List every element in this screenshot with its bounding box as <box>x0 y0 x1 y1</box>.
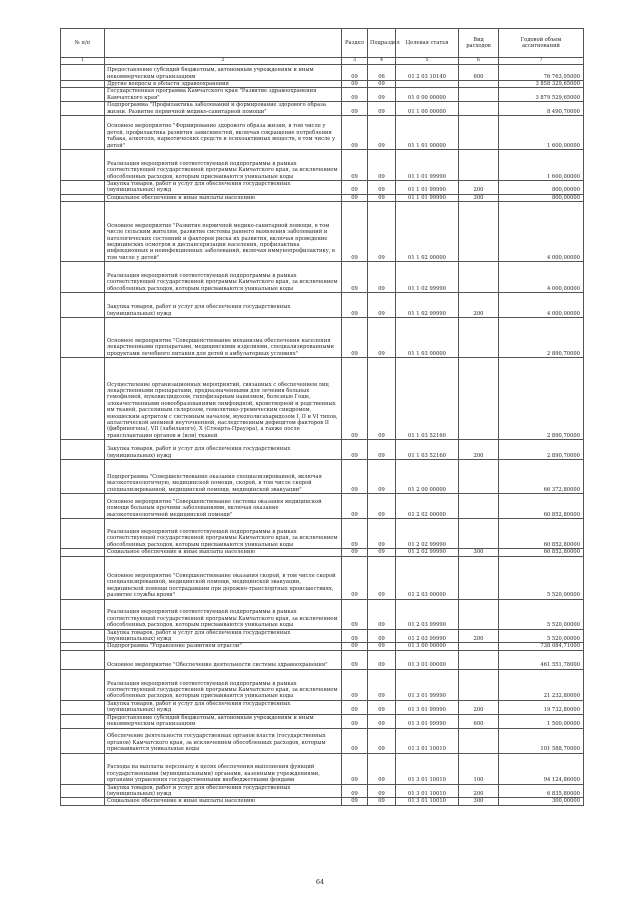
row-razdel-cell: 09 <box>342 599 368 629</box>
table-row <box>61 65 584 81</box>
row-expense-type-cell: 300 <box>459 798 499 805</box>
table-row <box>61 194 584 201</box>
table-row <box>61 440 584 460</box>
row-name-cell: Закупка товаров, работ и услуг для обеспечения государственных (муниципальных) нужд <box>105 629 342 643</box>
row-razdel-cell: 09 <box>342 116 368 150</box>
row-podrazdel-cell: 09 <box>368 150 396 181</box>
row-sum-cell: 5 520,00000 <box>499 599 584 629</box>
row-name-cell: Социальное обеспечение и иные выплаты населению <box>105 549 342 556</box>
row-sum-cell: 2 890,70000 <box>499 440 584 460</box>
row-expense-type-cell: 600 <box>459 714 499 728</box>
row-podrazdel-cell: 09 <box>368 519 396 549</box>
column-number: 3 <box>342 58 368 65</box>
table-row <box>61 202 584 262</box>
row-target-article-cell: 01 3 01 99990 <box>396 669 459 700</box>
row-podrazdel-cell: 09 <box>368 599 396 629</box>
row-number-cell <box>61 88 105 102</box>
row-sum-cell: 461 551,78000 <box>499 650 584 669</box>
row-name-cell: Государственная программа Камчатского края "Развитие здравоохранения Камчатского края" <box>105 88 342 102</box>
row-sum-cell: 19 732,80000 <box>499 700 584 714</box>
row-name-cell: Основное мероприятие "Обеспечение деятельности системы здравоохранения" <box>105 650 342 669</box>
row-podrazdel-cell: 09 <box>368 798 396 805</box>
row-name-cell: Закупка товаров, работ и услуг для обеспечения государственных (муниципальных) нужд <box>105 293 342 318</box>
row-expense-type-cell <box>459 150 499 181</box>
row-razdel-cell: 09 <box>342 88 368 102</box>
row-podrazdel-cell: 09 <box>368 494 396 519</box>
row-expense-type-cell <box>459 202 499 262</box>
row-sum-cell: 1 600,00000 <box>499 116 584 150</box>
row-target-article-cell: 01 2 02 99990 <box>396 549 459 556</box>
row-podrazdel-cell: 09 <box>368 358 396 440</box>
row-target-article-cell: 01 3 01 10010 <box>396 753 459 784</box>
row-razdel-cell: 09 <box>342 181 368 195</box>
table-row <box>61 650 584 669</box>
row-expense-type-cell: 300 <box>459 194 499 201</box>
row-number-cell <box>61 669 105 700</box>
row-expense-type-cell <box>459 460 499 494</box>
row-podrazdel-cell: 09 <box>368 460 396 494</box>
row-sum-cell: 2 890,70000 <box>499 318 584 358</box>
table-row <box>61 102 584 116</box>
table-row <box>61 318 584 358</box>
table-row <box>61 88 584 102</box>
row-podrazdel-cell: 09 <box>368 728 396 753</box>
row-target-article-cell: 01 1 02 99990 <box>396 293 459 318</box>
row-sum-cell: 1 500,00000 <box>499 714 584 728</box>
row-podrazdel-cell: 09 <box>368 650 396 669</box>
row-razdel-cell: 09 <box>342 784 368 798</box>
row-razdel-cell: 09 <box>342 358 368 440</box>
row-number-cell <box>61 643 105 650</box>
row-name-cell: Социальное обеспечение и иные выплаты населению <box>105 194 342 201</box>
row-razdel-cell: 09 <box>342 700 368 714</box>
row-expense-type-cell <box>459 358 499 440</box>
row-name-cell: Закупка товаров, работ и услуг для обеспечения государственных (муниципальных) нужд <box>105 440 342 460</box>
row-name-cell: Подпрограмма "Совершенствование оказания специализированной, включая высокотехнологичную, медицинской помощи, скорой, в том числе скорой специализированной, медицинской помощи, медицинской эвакуации" <box>105 460 342 494</box>
row-target-article-cell: 01 2 02 00000 <box>396 494 459 519</box>
row-sum-cell: 6 835,80000 <box>499 784 584 798</box>
row-sum-cell: 21 232,80000 <box>499 669 584 700</box>
row-razdel-cell: 09 <box>342 714 368 728</box>
row-name-cell: Подпрограмма "Профилактика заболеваний и формирование здорового образа жизни. Развитие первичной медико-санитарной помощи" <box>105 102 342 116</box>
row-sum-cell: 4 000,00000 <box>499 293 584 318</box>
row-number-cell <box>61 519 105 549</box>
table-row <box>61 669 584 700</box>
row-sum-cell: 94 124,86000 <box>499 753 584 784</box>
column-number: 1 <box>61 58 105 65</box>
row-target-article-cell: 01 2 03 00000 <box>396 556 459 599</box>
row-podrazdel-cell: 09 <box>368 700 396 714</box>
row-name-cell: Основное мероприятие "Совершенствование системы оказания медицинской помощи больным прочими заболеваниями, включая оказание высокотехнологичной медицинской помощи" <box>105 494 342 519</box>
row-expense-type-cell <box>459 88 499 102</box>
row-name-cell: Расходы на выплаты персоналу в целях обеспечения выполнения функций государственными (муниципальными) органами, казенными учреждениями, органами управления государственными внебюджетными фондами <box>105 753 342 784</box>
header-number: № п/п <box>61 29 105 58</box>
row-expense-type-cell <box>459 643 499 650</box>
header-razdel: Раздел <box>342 29 368 58</box>
row-target-article-cell: 01 3 01 10010 <box>396 728 459 753</box>
row-target-article-cell: 01 1 01 99990 <box>396 150 459 181</box>
row-sum-cell: 76 763,95000 <box>499 65 584 81</box>
row-razdel-cell: 09 <box>342 650 368 669</box>
row-number-cell <box>61 116 105 150</box>
table-row <box>61 556 584 599</box>
row-razdel-cell: 09 <box>342 460 368 494</box>
row-podrazdel-cell: 09 <box>368 549 396 556</box>
column-number: 7 <box>499 58 584 65</box>
table-row <box>61 629 584 643</box>
row-number-cell <box>61 202 105 262</box>
row-number-cell <box>61 549 105 556</box>
row-number-cell <box>61 650 105 669</box>
row-sum-cell: 5 520,00000 <box>499 629 584 643</box>
row-expense-type-cell <box>459 116 499 150</box>
row-name-cell: Предоставление субсидий бюджетным, автономным учреждениям и иным некоммерческим организациям <box>105 714 342 728</box>
header-name <box>105 29 342 58</box>
row-expense-type-cell <box>459 262 499 293</box>
header-annual-volume: Годовой объем ассигнований <box>499 29 584 58</box>
row-target-article-cell: 01 1 03 52160 <box>396 358 459 440</box>
row-sum-cell: 5 520,00000 <box>499 556 584 599</box>
row-target-article-cell: 01 1 02 00000 <box>396 202 459 262</box>
row-podrazdel-cell: 09 <box>368 643 396 650</box>
table-row <box>61 181 584 195</box>
row-podrazdel-cell: 09 <box>368 88 396 102</box>
document-page <box>60 28 583 806</box>
row-name-cell: Закупка товаров, работ и услуг для обеспечения государственных (муниципальных) нужд <box>105 700 342 714</box>
table-row <box>61 714 584 728</box>
row-expense-type-cell <box>459 650 499 669</box>
row-razdel-cell: 09 <box>342 798 368 805</box>
table-row <box>61 728 584 753</box>
row-sum-cell: 101 588,70000 <box>499 728 584 753</box>
column-number: 4 <box>368 58 396 65</box>
row-name-cell: Предоставление субсидий бюджетным, автономным учреждениям и иным некоммерческим организациям <box>105 65 342 81</box>
row-name-cell: Реализация мероприятий соответствующей подпрограммы в рамках соответствующей государственной программы Камчатского края, за исключением обособленных расходов, которым присваиваются уникальные коды <box>105 669 342 700</box>
row-number-cell <box>61 753 105 784</box>
column-number: 2 <box>105 58 342 65</box>
row-target-article-cell: 01 2 00 00000 <box>396 460 459 494</box>
column-number: 5 <box>396 58 459 65</box>
row-target-article-cell: 01 3 01 10010 <box>396 798 459 805</box>
row-target-article-cell: 01 1 03 52160 <box>396 440 459 460</box>
row-expense-type-cell <box>459 81 499 88</box>
row-name-cell: Основное мероприятие "Формирование здорового образа жизни, в том числе у детей, профилактика развития зависимостей, включая сокращение потребления табака, алкоголя, наркотических средств и психоактивных веществ, в том числе у детей" <box>105 116 342 150</box>
row-number-cell <box>61 714 105 728</box>
row-razdel-cell: 09 <box>342 150 368 181</box>
table-row <box>61 293 584 318</box>
row-razdel-cell: 09 <box>342 194 368 201</box>
row-expense-type-cell <box>459 669 499 700</box>
row-sum-cell: 8 490,70000 <box>499 102 584 116</box>
row-razdel-cell: 09 <box>342 549 368 556</box>
row-name-cell: Социальное обеспечение и иные выплаты населению <box>105 798 342 805</box>
row-podrazdel-cell: 09 <box>368 669 396 700</box>
row-podrazdel-cell: 09 <box>368 102 396 116</box>
row-number-cell <box>61 784 105 798</box>
row-razdel-cell: 09 <box>342 669 368 700</box>
row-razdel-cell: 09 <box>342 440 368 460</box>
row-expense-type-cell: 300 <box>459 549 499 556</box>
table-row <box>61 798 584 805</box>
row-razdel-cell: 09 <box>342 318 368 358</box>
row-podrazdel-cell: 06 <box>368 65 396 81</box>
row-podrazdel-cell: 09 <box>368 629 396 643</box>
header-row <box>61 29 584 58</box>
row-number-cell <box>61 262 105 293</box>
row-target-article-cell: 01 2 03 99990 <box>396 599 459 629</box>
row-sum-cell: 300,00000 <box>499 798 584 805</box>
row-sum-cell: 738 084,71000 <box>499 643 584 650</box>
row-razdel-cell: 09 <box>342 643 368 650</box>
row-target-article-cell: 01 1 00 00000 <box>396 102 459 116</box>
row-expense-type-cell <box>459 556 499 599</box>
row-name-cell: Основное мероприятие "Совершенствование оказания скорой, в том числе скорой специализированной, медицинской помощи, медицинской эвакуации, медицинской помощи пострадавшим при дорожно-транспортных происшествиях, развитие службы крови" <box>105 556 342 599</box>
row-number-cell <box>61 293 105 318</box>
table-row <box>61 753 584 784</box>
row-name-cell: Реализация мероприятий соответствующей подпрограммы в рамках соответствующей государственной программы Камчатского края, за исключением обособленных расходов, которым присваиваются уникальные коды <box>105 599 342 629</box>
row-podrazdel-cell: 09 <box>368 262 396 293</box>
row-razdel-cell: 09 <box>342 65 368 81</box>
row-number-cell <box>61 194 105 201</box>
row-expense-type-cell: 200 <box>459 440 499 460</box>
row-sum-cell: 60 852,80000 <box>499 549 584 556</box>
row-podrazdel-cell: 09 <box>368 318 396 358</box>
table-row <box>61 549 584 556</box>
row-expense-type-cell: 200 <box>459 629 499 643</box>
row-name-cell: Основное мероприятие "Развитие первичной медико-санитарной помощи, в том числе сельским жителям, развитие системы раннего выявления заболеваний и патологических состояний и факторов риска их развития, включая проведение медицинских осмотров и диспансеризации населения, профилактика инфекционных и неинфекционных заболеваний, включая иммунопрофилактику, в том числе у детей" <box>105 202 342 262</box>
row-expense-type-cell <box>459 728 499 753</box>
table-row <box>61 494 584 519</box>
row-target-article-cell: 01 3 01 99990 <box>396 700 459 714</box>
table-row <box>61 784 584 798</box>
row-podrazdel-cell: 09 <box>368 202 396 262</box>
column-number: 6 <box>459 58 499 65</box>
row-name-cell: Закупка товаров, работ и услуг для обеспечения государственных (муниципальных) нужд <box>105 784 342 798</box>
row-target-article-cell: 01 2 03 10140 <box>396 65 459 81</box>
row-target-article-cell: 01 1 01 00000 <box>396 116 459 150</box>
row-razdel-cell: 09 <box>342 728 368 753</box>
row-sum-cell: 4 000,00000 <box>499 202 584 262</box>
row-expense-type-cell <box>459 318 499 358</box>
row-target-article-cell: 01 3 00 00000 <box>396 643 459 650</box>
row-name-cell: Осуществление организационных мероприятий, связанных с обеспечением лиц лекарственными препаратами, предназначенными для лечения больных гемофилией, муковисцидозом, гипофизарным нанизмом, болезнью Гоше, злокачественными новообразованиями лимфоидной, кроветворной и родственных им тканей, рассеянным склерозом, гемолитико-уремическим синдромом, юношеским артритом с системным началом, мукополисахаридозом I, II и VI типов, апластической анемией неуточненной, наследственным дефицитом факторов II (фибриногена), VII (лабильного), X (Стюарта-Прауэра), а также после трансплантации органов и (или) тканей <box>105 358 342 440</box>
row-name-cell: Другие вопросы в области здравоохранения <box>105 81 342 88</box>
table-row <box>61 116 584 150</box>
table-row <box>61 700 584 714</box>
row-sum-cell: 3 879 529,65000 <box>499 88 584 102</box>
row-name-cell: Закупка товаров, работ и услуг для обеспечения государственных (муниципальных) нужд <box>105 181 342 195</box>
row-razdel-cell: 09 <box>342 81 368 88</box>
row-sum-cell: 2 890,70000 <box>499 358 584 440</box>
row-number-cell <box>61 494 105 519</box>
row-name-cell: Реализация мероприятий соответствующей подпрограммы в рамках соответствующей государственной программы Камчатского края, за исключением обособленных расходов, которым присваиваются уникальные коды <box>105 262 342 293</box>
row-target-article-cell: 01 0 00 00000 <box>396 88 459 102</box>
row-name-cell: Подпрограмма "Управление развитием отрасли" <box>105 643 342 650</box>
table-row <box>61 460 584 494</box>
row-razdel-cell: 09 <box>342 102 368 116</box>
row-razdel-cell: 09 <box>342 753 368 784</box>
row-number-cell <box>61 629 105 643</box>
row-target-article-cell: 01 2 02 99990 <box>396 519 459 549</box>
row-razdel-cell: 09 <box>342 519 368 549</box>
row-number-cell <box>61 318 105 358</box>
row-podrazdel-cell: 09 <box>368 194 396 201</box>
row-podrazdel-cell: 09 <box>368 753 396 784</box>
row-sum-cell: 3 858 329,65000 <box>499 81 584 88</box>
row-target-article-cell: 01 1 01 99990 <box>396 194 459 201</box>
row-sum-cell: 66 372,80000 <box>499 460 584 494</box>
row-expense-type-cell <box>459 599 499 629</box>
row-expense-type-cell: 100 <box>459 753 499 784</box>
table-row <box>61 599 584 629</box>
row-expense-type-cell <box>459 102 499 116</box>
row-expense-type-cell <box>459 519 499 549</box>
row-number-cell <box>61 358 105 440</box>
row-target-article-cell: 01 2 03 99990 <box>396 629 459 643</box>
table-body <box>61 65 584 806</box>
table-row <box>61 358 584 440</box>
row-number-cell <box>61 798 105 805</box>
row-number-cell <box>61 81 105 88</box>
row-expense-type-cell: 200 <box>459 784 499 798</box>
row-razdel-cell: 09 <box>342 494 368 519</box>
row-target-article-cell: 01 1 02 99990 <box>396 262 459 293</box>
header-expense-type: Вид расходов <box>459 29 499 58</box>
row-name-cell: Основное мероприятие "Совершенствование механизма обеспечения населения лекарственными препаратами, медицинскими изделиями, специализированными продуктами лечебного питания для детей в амбулаторных условиях" <box>105 318 342 358</box>
row-razdel-cell: 09 <box>342 262 368 293</box>
row-sum-cell: 4 000,00000 <box>499 262 584 293</box>
row-podrazdel-cell: 09 <box>368 293 396 318</box>
header-target-article: Целевая статья <box>396 29 459 58</box>
row-expense-type-cell <box>459 494 499 519</box>
row-target-article-cell: 01 3 01 10010 <box>396 784 459 798</box>
row-number-cell <box>61 440 105 460</box>
column-number-row <box>61 58 584 65</box>
row-name-cell: Реализация мероприятий соответствующей подпрограммы в рамках соответствующей государственной программы Камчатского края, за исключением обособленных расходов, которым присваиваются уникальные коды <box>105 519 342 549</box>
row-number-cell <box>61 728 105 753</box>
row-expense-type-cell: 200 <box>459 181 499 195</box>
row-target-article-cell: 01 3 01 00000 <box>396 650 459 669</box>
row-razdel-cell: 09 <box>342 629 368 643</box>
row-target-article-cell: 01 1 01 99990 <box>396 181 459 195</box>
table-row <box>61 150 584 181</box>
row-podrazdel-cell: 09 <box>368 784 396 798</box>
row-target-article-cell <box>396 81 459 88</box>
row-expense-type-cell: 200 <box>459 700 499 714</box>
row-name-cell: Обеспечение деятельности государственных органов власти (государственных органов) Камчатского края, за исключением обособленных расходов, которым присваиваются уникальные коды <box>105 728 342 753</box>
row-number-cell <box>61 65 105 81</box>
table-row <box>61 262 584 293</box>
row-sum-cell: 800,00000 <box>499 181 584 195</box>
row-number-cell <box>61 460 105 494</box>
row-podrazdel-cell: 09 <box>368 181 396 195</box>
row-podrazdel-cell: 09 <box>368 714 396 728</box>
row-podrazdel-cell: 09 <box>368 81 396 88</box>
row-name-cell: Реализация мероприятий соответствующей подпрограммы в рамках соответствующей государственной программы Камчатского края, за исключением обособленных расходов, которым присваиваются уникальные коды <box>105 150 342 181</box>
row-razdel-cell: 09 <box>342 293 368 318</box>
row-target-article-cell: 01 1 03 00000 <box>396 318 459 358</box>
row-podrazdel-cell: 09 <box>368 116 396 150</box>
row-sum-cell: 800,00000 <box>499 194 584 201</box>
row-expense-type-cell: 200 <box>459 293 499 318</box>
row-expense-type-cell: 600 <box>459 65 499 81</box>
row-razdel-cell: 09 <box>342 556 368 599</box>
row-podrazdel-cell: 09 <box>368 440 396 460</box>
row-sum-cell: 1 600,00000 <box>499 150 584 181</box>
row-podrazdel-cell: 09 <box>368 556 396 599</box>
header-podrazdel: Подраздел <box>368 29 396 58</box>
row-number-cell <box>61 700 105 714</box>
table-row <box>61 81 584 88</box>
row-razdel-cell: 09 <box>342 202 368 262</box>
row-number-cell <box>61 150 105 181</box>
budget-table <box>60 28 584 806</box>
row-sum-cell: 60 852,80000 <box>499 519 584 549</box>
row-number-cell <box>61 102 105 116</box>
row-number-cell <box>61 181 105 195</box>
row-sum-cell: 60 852,80000 <box>499 494 584 519</box>
row-number-cell <box>61 556 105 599</box>
table-row <box>61 643 584 650</box>
row-target-article-cell: 01 3 01 99990 <box>396 714 459 728</box>
page-number: 64 <box>315 878 325 886</box>
table-row <box>61 519 584 549</box>
row-number-cell <box>61 599 105 629</box>
